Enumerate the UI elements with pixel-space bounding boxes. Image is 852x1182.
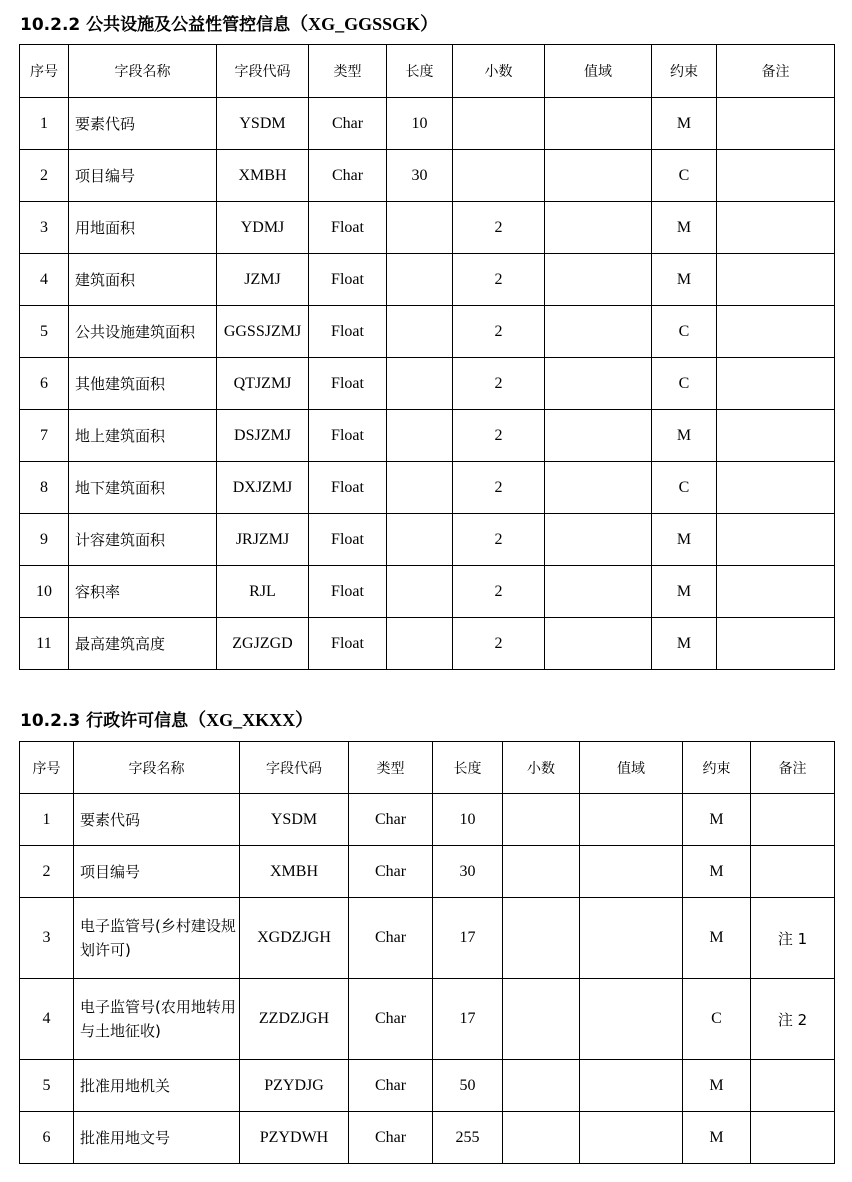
cell-index: 5 <box>20 1060 74 1112</box>
cell-length: 17 <box>433 979 503 1060</box>
cell-type: Float <box>309 566 387 618</box>
cell-remark <box>717 98 835 150</box>
cell-constraint: M <box>652 566 717 618</box>
cell-field-name: 地上建筑面积 <box>69 410 217 462</box>
cell-field-code: DSJZMJ <box>217 410 309 462</box>
cell-decimal <box>503 794 580 846</box>
cell-constraint: M <box>683 1060 751 1112</box>
table-row <box>20 1060 835 1112</box>
table-header-row <box>20 45 835 98</box>
table-row <box>20 898 835 979</box>
cell-constraint: M <box>652 202 717 254</box>
header-col-remark: 备注 <box>717 45 835 98</box>
cell-field-code: YDMJ <box>217 202 309 254</box>
cell-domain <box>545 410 652 462</box>
table-header-row <box>20 742 835 794</box>
section-heading-1 <box>20 14 438 35</box>
section-code: （XG_XKXX） <box>188 710 314 730</box>
cell-index: 6 <box>20 1112 74 1164</box>
cell-field-name: 建筑面积 <box>69 254 217 306</box>
table-row <box>20 1112 835 1164</box>
header-col-constraint: 约束 <box>652 45 717 98</box>
cell-field-name: 电子监管号(乡村建设规划许可) <box>74 898 240 979</box>
cell-length <box>387 254 453 306</box>
cell-type: Float <box>309 618 387 670</box>
cell-type: Float <box>309 410 387 462</box>
cell-field-name: 地下建筑面积 <box>69 462 217 514</box>
cell-field-name: 公共设施建筑面积 <box>69 306 217 358</box>
cell-length <box>387 306 453 358</box>
cell-index: 9 <box>20 514 69 566</box>
cell-length <box>387 462 453 514</box>
cell-field-name: 计容建筑面积 <box>69 514 217 566</box>
cell-index: 2 <box>20 846 74 898</box>
cell-decimal: 2 <box>453 254 545 306</box>
cell-domain <box>545 254 652 306</box>
cell-length: 255 <box>433 1112 503 1164</box>
cell-constraint: M <box>683 794 751 846</box>
cell-field-code: JZMJ <box>217 254 309 306</box>
cell-index: 4 <box>20 979 74 1060</box>
cell-type: Char <box>349 979 433 1060</box>
cell-index: 2 <box>20 150 69 202</box>
cell-field-code: XGDZJGH <box>240 898 349 979</box>
header-col-field-code: 字段代码 <box>240 742 349 794</box>
cell-length <box>387 358 453 410</box>
header-col-domain: 值域 <box>580 742 683 794</box>
cell-remark <box>751 794 835 846</box>
cell-index: 4 <box>20 254 69 306</box>
cell-remark <box>717 514 835 566</box>
cell-field-code: PZYDWH <box>240 1112 349 1164</box>
cell-type: Float <box>309 306 387 358</box>
cell-index: 10 <box>20 566 69 618</box>
cell-decimal <box>453 150 545 202</box>
cell-remark <box>717 462 835 514</box>
cell-type: Float <box>309 462 387 514</box>
table-row <box>20 846 835 898</box>
section-title: 行政许可信息 <box>86 711 189 731</box>
cell-length <box>387 618 453 670</box>
cell-remark <box>751 846 835 898</box>
section-title: 公共设施及公益性管控信息 <box>86 15 291 35</box>
cell-domain <box>580 1112 683 1164</box>
cell-remark <box>717 202 835 254</box>
cell-remark <box>717 410 835 462</box>
cell-domain <box>545 618 652 670</box>
header-col-length: 长度 <box>387 45 453 98</box>
cell-remark <box>717 150 835 202</box>
cell-index: 8 <box>20 462 69 514</box>
cell-type: Char <box>309 150 387 202</box>
cell-constraint: C <box>652 462 717 514</box>
table-row <box>20 98 835 150</box>
cell-field-code: RJL <box>217 566 309 618</box>
cell-decimal <box>503 898 580 979</box>
cell-decimal <box>503 846 580 898</box>
cell-field-name: 最高建筑高度 <box>69 618 217 670</box>
cell-field-name: 其他建筑面积 <box>69 358 217 410</box>
cell-field-code: YSDM <box>240 794 349 846</box>
cell-index: 6 <box>20 358 69 410</box>
cell-constraint: M <box>683 1112 751 1164</box>
cell-field-code: PZYDJG <box>240 1060 349 1112</box>
cell-index: 3 <box>20 202 69 254</box>
field-table-admin-permits <box>19 741 835 1164</box>
cell-decimal <box>503 1060 580 1112</box>
cell-domain <box>545 202 652 254</box>
cell-remark: 注 1 <box>751 898 835 979</box>
cell-field-code: QTJZMJ <box>217 358 309 410</box>
header-col-field-name: 字段名称 <box>69 45 217 98</box>
header-col-field-name: 字段名称 <box>74 742 240 794</box>
cell-decimal: 2 <box>453 358 545 410</box>
cell-index: 1 <box>20 794 74 846</box>
table-row <box>20 462 835 514</box>
table-row <box>20 979 835 1060</box>
header-col-constraint: 约束 <box>683 742 751 794</box>
cell-constraint: M <box>683 898 751 979</box>
cell-type: Char <box>349 1060 433 1112</box>
cell-domain <box>580 898 683 979</box>
cell-constraint: M <box>652 98 717 150</box>
cell-field-code: GGSSJZMJ <box>217 306 309 358</box>
header-col-index: 序号 <box>20 45 69 98</box>
cell-remark <box>717 566 835 618</box>
cell-domain <box>545 306 652 358</box>
cell-constraint: C <box>652 358 717 410</box>
cell-decimal: 2 <box>453 306 545 358</box>
cell-length: 10 <box>387 98 453 150</box>
table-row <box>20 566 835 618</box>
cell-remark <box>751 1112 835 1164</box>
cell-field-code: JRJZMJ <box>217 514 309 566</box>
header-col-index: 序号 <box>20 742 74 794</box>
cell-domain <box>545 358 652 410</box>
cell-type: Float <box>309 202 387 254</box>
cell-domain <box>545 98 652 150</box>
cell-constraint: M <box>652 254 717 306</box>
section-code: （XG_GGSSGK） <box>290 14 439 34</box>
cell-index: 3 <box>20 898 74 979</box>
field-table-public-facilities <box>19 44 835 670</box>
cell-index: 11 <box>20 618 69 670</box>
cell-length <box>387 410 453 462</box>
cell-decimal: 2 <box>453 514 545 566</box>
cell-field-name: 容积率 <box>69 566 217 618</box>
cell-type: Char <box>349 1112 433 1164</box>
cell-type: Float <box>309 358 387 410</box>
cell-constraint: C <box>683 979 751 1060</box>
cell-length: 30 <box>433 846 503 898</box>
cell-field-name: 项目编号 <box>69 150 217 202</box>
cell-field-code: YSDM <box>217 98 309 150</box>
section-number: 10.2.3 <box>20 711 81 731</box>
section-heading-2 <box>20 710 313 731</box>
cell-decimal <box>453 98 545 150</box>
cell-domain <box>580 794 683 846</box>
table-row <box>20 410 835 462</box>
cell-index: 1 <box>20 98 69 150</box>
table-row <box>20 306 835 358</box>
header-col-length: 长度 <box>433 742 503 794</box>
table-row <box>20 514 835 566</box>
cell-domain <box>580 846 683 898</box>
cell-length: 30 <box>387 150 453 202</box>
cell-decimal: 2 <box>453 410 545 462</box>
cell-length: 10 <box>433 794 503 846</box>
header-col-decimal: 小数 <box>503 742 580 794</box>
header-col-decimal: 小数 <box>453 45 545 98</box>
cell-field-name: 批准用地机关 <box>74 1060 240 1112</box>
cell-field-name: 要素代码 <box>74 794 240 846</box>
cell-domain <box>545 566 652 618</box>
cell-length: 17 <box>433 898 503 979</box>
cell-remark <box>717 618 835 670</box>
cell-length: 50 <box>433 1060 503 1112</box>
cell-field-code: ZGJZGD <box>217 618 309 670</box>
cell-remark: 注 2 <box>751 979 835 1060</box>
cell-field-code: DXJZMJ <box>217 462 309 514</box>
cell-remark <box>717 306 835 358</box>
section-number: 10.2.2 <box>20 15 81 35</box>
cell-type: Char <box>349 794 433 846</box>
cell-index: 7 <box>20 410 69 462</box>
cell-field-name: 要素代码 <box>69 98 217 150</box>
cell-constraint: M <box>683 846 751 898</box>
cell-remark <box>751 1060 835 1112</box>
cell-type: Float <box>309 514 387 566</box>
cell-remark <box>717 358 835 410</box>
cell-field-name: 用地面积 <box>69 202 217 254</box>
header-col-field-code: 字段代码 <box>217 45 309 98</box>
cell-constraint: C <box>652 306 717 358</box>
cell-length <box>387 514 453 566</box>
cell-field-name: 电子监管号(农用地转用与土地征收) <box>74 979 240 1060</box>
cell-decimal: 2 <box>453 618 545 670</box>
table-row <box>20 254 835 306</box>
cell-length <box>387 566 453 618</box>
table-row <box>20 358 835 410</box>
cell-field-code: ZZDZJGH <box>240 979 349 1060</box>
cell-constraint: M <box>652 514 717 566</box>
cell-decimal <box>503 1112 580 1164</box>
cell-field-name: 项目编号 <box>74 846 240 898</box>
cell-decimal <box>503 979 580 1060</box>
cell-domain <box>545 514 652 566</box>
cell-remark <box>717 254 835 306</box>
cell-domain <box>545 462 652 514</box>
cell-constraint: M <box>652 618 717 670</box>
cell-domain <box>580 979 683 1060</box>
cell-field-name: 批准用地文号 <box>74 1112 240 1164</box>
cell-decimal: 2 <box>453 462 545 514</box>
cell-constraint: M <box>652 410 717 462</box>
table-row <box>20 794 835 846</box>
header-col-domain: 值域 <box>545 45 652 98</box>
cell-field-code: XMBH <box>217 150 309 202</box>
cell-type: Float <box>309 254 387 306</box>
header-col-remark: 备注 <box>751 742 835 794</box>
cell-domain <box>545 150 652 202</box>
cell-length <box>387 202 453 254</box>
table-row <box>20 150 835 202</box>
cell-domain <box>580 1060 683 1112</box>
cell-index: 5 <box>20 306 69 358</box>
cell-decimal: 2 <box>453 566 545 618</box>
cell-constraint: C <box>652 150 717 202</box>
cell-decimal: 2 <box>453 202 545 254</box>
cell-type: Char <box>349 898 433 979</box>
cell-type: Char <box>349 846 433 898</box>
table-row <box>20 618 835 670</box>
header-col-type: 类型 <box>309 45 387 98</box>
header-col-type: 类型 <box>349 742 433 794</box>
cell-type: Char <box>309 98 387 150</box>
cell-field-code: XMBH <box>240 846 349 898</box>
table-row <box>20 202 835 254</box>
